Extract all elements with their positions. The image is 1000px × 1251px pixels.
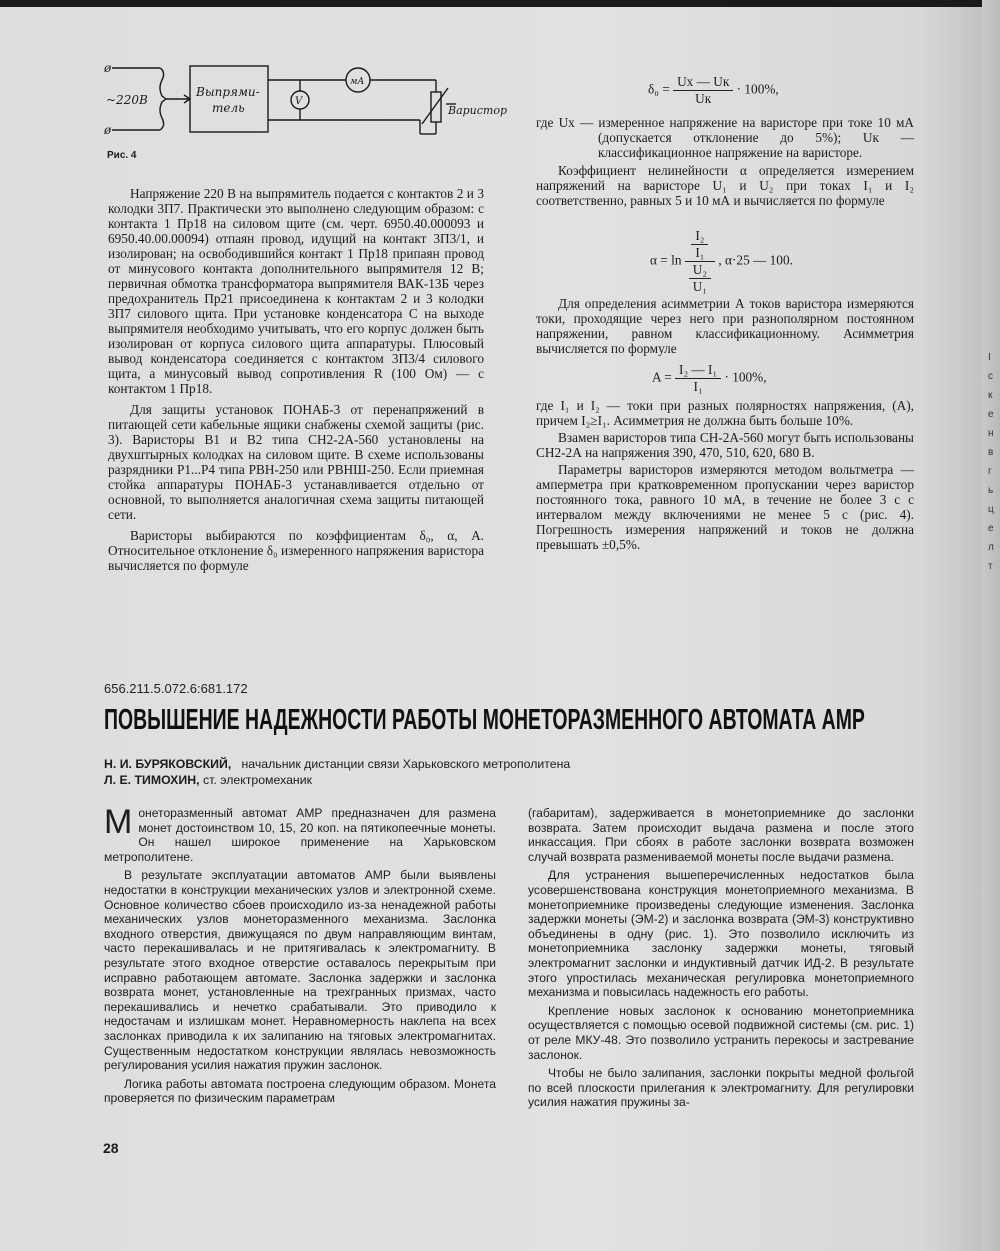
varistor-label: Варистор (448, 104, 508, 117)
author-role: начальник дистанции связи Харьковского метрополитена (241, 757, 571, 771)
author-name: Н. И. БУРЯКОВСКИЙ, (104, 757, 232, 771)
terminal-label: ø (104, 123, 112, 137)
source-label: ~220В (106, 93, 148, 107)
rectifier-label: Выпрями- (196, 85, 260, 99)
formula-tail: · 100%, (736, 81, 779, 97)
paragraph: Для устранения вышеперечисленных недостатков была усовершенствована конструкция монетоприемного механизма. В монетоприемнике произведены следующие изменения. Заслонка задержки монеты (ЭМ-2) и заслонка возврата (ЭМ-3) конструктивно объединены в одну (рис. 1). Это позволило исключить из монетоприемника заслонку задержки монеты, тяговый электромагнит заслонки и индуктивный датчик ИД-2. В результате этого упростилась механическая регулировка монетоприемного механизма и повысилась надежность его работы. (528, 868, 914, 1000)
paragraph-text: онеторазменный автомат АМР предназначен для размена монет достоинством 10, 15, 20 коп. на пятикопеечные монеты. Он нашел широкое применение на Харьковском метрополитене. (104, 806, 496, 864)
formula-numerator: I₂ — I₁ (675, 362, 721, 379)
udc-code: 656.211.5.072.6:681.172 (104, 681, 248, 696)
formula-denominator: I₁ (693, 379, 703, 394)
article-title: ПОВЫШЕНИЕ НАДЕЖНОСТИ РАБОТЫ МОНЕТОРАЗМЕННОГО АВТОМАТА АМР (104, 704, 865, 736)
top-right-column-cont (536, 296, 914, 356)
formula-denominator: I₁ (695, 245, 705, 260)
edge-char: ь (988, 485, 994, 496)
paragraph: Логика работы автомата построена следующим образом. Монета проверяется по физическим параметрам (104, 1076, 496, 1106)
author-2 (104, 773, 312, 787)
edge-char: с (988, 371, 993, 382)
top-border (0, 0, 1000, 7)
formula-lhs: α = (650, 252, 668, 268)
author-1 (104, 757, 570, 771)
paragraph: В результате эксплуатации автоматов АМР были выявлены недостатки в конструкции механических узлов и электронной схеме. Основное количество сбоев происходило из-за ненадежной работы механических узлов монеторазменного механизма. Заслонка входного отверстия, движущаяся по двум направляющим винтам, часто перекашивалась и не притягивалась к электромагниту. В результате этого входное отверстие оставалось перекрытым при исправно работающем автомате. Заслонка задержки и заслонка возврата монет, установленные на трехгранных призмах, часто перекашивались и нечетко срабатывали. Это приводило к недостачам и излишкам монет. Неравномерность наклепа на всех заслонках приводила к их залипанию на тяговых электромагнитах. Существенным недостатком конструкции являлась невозможность регулирования усилия нажатия пружин заслонок. (104, 868, 496, 1073)
formula-numerator: I₂ (691, 228, 708, 245)
edge-char: е (988, 409, 994, 420)
edge-char: е (988, 523, 994, 534)
paragraph: Напряжение 220 В на выпрямитель подается с контактов 2 и 3 колодки 3П7. Практически это выполнено следующим образом: с контакта 1 Пр18 на силовом щите (см. черт. 6950.40.000093 и 6950.40.00.00094) отпаян провод, идущий на контакт 3П3/1, и изолирован; на освободившийся контакт 1 Пр18 припаян провод от минусового контакта дополнительного выпрямителя 12 В; первичная обмотка трансформатора выпрямителя ВАК-13Б через предохранитель Пр21 присоединена к контактам 2 и 3 колодки 3П7 силового щита. При установке конденсатора С на выходе выпрямителя необходимо учитывать, что его корпус должен быть изолирован от корпуса силового щита аппаратуры. Плюсовый вывод конденсатора соединяется с контактом 3П3/4 силового щита, а минусовый вывод сопротивления R (100 Ом) — с контактом 1 Пр18. (108, 186, 484, 396)
paragraph: Чтобы не было залипания, заслонки покрыты медной фольгой по всей плоскости прилегания к электромагниту. Для регулировки усилия нажатия пружины за- (528, 1066, 914, 1110)
edge-char: ц (988, 504, 994, 515)
formula-tail: , α·25 — 100. (718, 252, 793, 268)
milliammeter-label: мА (350, 77, 365, 87)
drop-cap: М (104, 803, 133, 841)
paragraph: Варисторы выбираются по коэффициентам δ₀, α, А. Относительное отклонение δ₀ измеренного напряжения варистора вычисляется по формуле (108, 528, 484, 573)
paragraph: Крепление новых заслонок к основанию монетоприемника осуществляется с помощью осевой подвижной системы (см. рис. 1) от реле МКУ-48. Это позволило устранить перекосы и застревание заслонок. (528, 1003, 914, 1062)
edge-char: л (988, 542, 994, 553)
author-name: Л. Е. ТИМОХИН, (104, 773, 200, 787)
author-role: ст. электромеханик (202, 773, 312, 787)
edge-char: к (988, 390, 993, 401)
edge-char: I (988, 352, 991, 363)
circuit-diagram (100, 58, 520, 170)
formula-numerator: Uх — Uк (673, 74, 733, 91)
formula-ln: ln (671, 252, 682, 268)
formula-tail: · 100%, (724, 369, 767, 385)
formula-delta (648, 74, 779, 107)
paragraph: (габаритам), задерживается в монетоприемнике до заслонки возврата. Затем происходит выдача размена и после этого инкассация. При сбоях в работе заслонки возврата возможен случай возврата разменивaемой монеты после выдачи размена. (528, 806, 914, 864)
edge-char: в (988, 447, 994, 458)
edge-char: н (988, 428, 994, 439)
top-left-column (108, 186, 484, 573)
figure-caption: Рис. 4 (107, 150, 137, 161)
next-page-edge (982, 0, 1000, 1251)
terminal-label: ø (104, 61, 112, 75)
paragraph: Коэффициент нелинейности α определяется измерением напряжений на варисторе U₁ и U₂ при токах I₁ и I₂ соответственно, равных 5 и 10 мА и вычисляется по формуле (536, 163, 914, 208)
article-right-column (528, 806, 914, 1114)
formula-denominator: U₁ (692, 279, 708, 294)
paragraph: Для определения асимметрии А токов варистора измеряются токи, проходящие через него при разнополярном постоянном напряжении, равном классификационному. Асимметрия вычисляется по формуле (536, 296, 914, 356)
voltmeter-label: V (295, 96, 303, 107)
formula-numerator: U₂ (689, 262, 711, 279)
edge-char: г (988, 466, 992, 477)
paragraph: Параметры варисторов измеряются методом вольтметра — амперметра при кратковременном пропускании через варистор постоянного тока, равного 10 мА, в течение не более 3 с с интервалом между включениями не менее 5 с (рис. 4). Погрешность измерения напряжений и токов не должна превышать ±0,5%. (536, 462, 914, 552)
formula-lhs: δ₀ = (648, 81, 670, 97)
top-right-column (536, 115, 914, 208)
formula-denominator: Uк (695, 91, 712, 106)
paragraph: Взамен варисторов типа СН-2А-560 могут быть использованы СН2-2А на напряжения 390, 470, 510, 620, 680 В. (536, 430, 914, 460)
top-right-column-end (536, 398, 914, 552)
page-number: 28 (103, 1140, 119, 1156)
edge-char: т (988, 561, 993, 572)
formula-lhs: A = (652, 369, 672, 385)
paragraph-lead (104, 803, 496, 864)
where-note: где I₁ и I₂ — токи при разных полярностях напряжения, (А), причем I₂≥I₁. Асимметрия не должна быть больше 10%. (536, 398, 914, 428)
article-left-column (104, 803, 496, 1110)
formula-alpha (650, 228, 793, 295)
formula-asymmetry (652, 362, 767, 395)
rectifier-label: тель (212, 101, 245, 115)
paragraph: Для защиты установок ПОНАБ-3 от перенапряжений в питающей сети кабельные ящики снабжены схемой защиты (рис. 3). Варисторы В1 и В2 типа СН2-2А-560 установлены на двухштырных колодках на силовом щите. В схеме использованы разрядники Р1...Р4 типа РВН-250 или РВНШ-250. Если приемная стойка аппаратуры ПОНАБ-3 устанавливается отдельно от основной, то выполняется аналогичная схема защиты питающей сети. (108, 402, 484, 522)
where-note: где Uх — измеренное напряжение на варисторе при токе 10 мА (допускается отклонение до 5%); Uк — классификационное напряжение на варисторе. (536, 115, 914, 160)
